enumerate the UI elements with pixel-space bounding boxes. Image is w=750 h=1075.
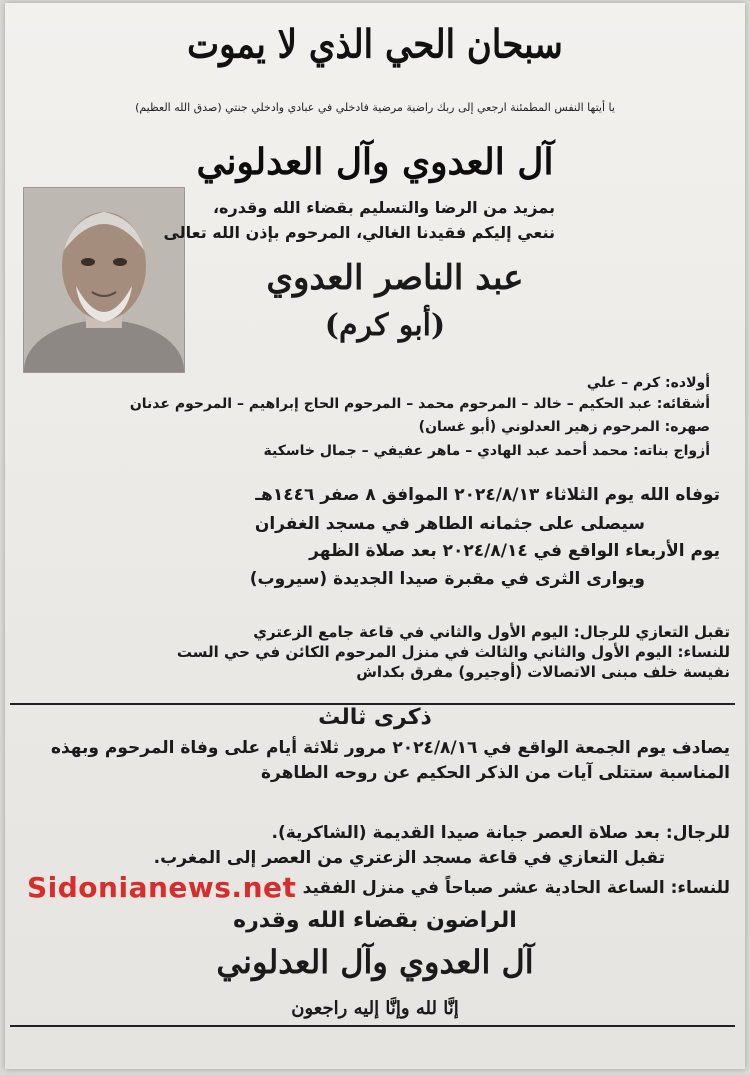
family-signature: آل العدوي وآل العدلوني (216, 943, 534, 981)
funeral-date: يوم الأربعاء الواقع في ٢٠٢٤/٨/١٤ بعد صلاة الظهر (309, 541, 720, 561)
relatives-in-law: صهره: المرحوم زهير العدلوني (أبو غسان) (418, 419, 710, 435)
deceased-nickname: (أبو كرم) (324, 308, 446, 343)
condolences-men: تقبل التعازي للرجال: اليوم الأول والثاني في قاعة جامع الزعتري (253, 623, 730, 641)
third-day-men: للرجال: بعد صلاة العصر جبانة صيدا القديمة (الشاكرية). (271, 823, 730, 843)
third-day-line-2: المناسبة ستتلى آيات من الذكر الحكيم عن روحه الطاهرة (261, 763, 730, 783)
header-calligraphy: سبحان الحي الذي لا يموت (187, 22, 563, 68)
third-day-women: للنساء: الساعة الحادية عشر صباحاً في منزل الفقيد (302, 878, 730, 898)
intro-line-1: بمزيد من الرضا والتسليم بقضاء الله وقدره، (212, 198, 555, 217)
relatives-daughters-husbands: أزواج بناته: محمد أحمد عبد الهادي – ماهر عفيفي – جمال خاسكية (263, 443, 710, 459)
third-day-line-1: يصادف يوم الجمعة الواقع في ٢٠٢٤/٨/١٦ مرور ثلاثة أيام على وفاة المرحوم وبهذه (50, 738, 730, 758)
third-day-men-cont: تقبل التعازي في قاعة مسجد الزعتري من العصر إلى المغرب. (153, 848, 665, 868)
family-title: آل العدوي وآل العدلوني (196, 141, 554, 183)
death-date: توفاه الله يوم الثلاثاء ٢٠٢٤/٨/١٣ الموافق ٨ صفر ١٤٤٦هـ (255, 485, 720, 505)
third-day-title: ذكرى ثالث (318, 705, 432, 730)
relatives-siblings: أشقائه: عبد الحكيم – خالد – المرحوم محمد – المرحوم الحاج إبراهيم – المرحوم عدنان (129, 396, 710, 412)
obituary-paper (5, 3, 745, 1069)
relatives-children: أولاده: كرم – علي (586, 375, 710, 391)
istirja-phrase: إنَّا لله وإنَّا إليه راجعون (291, 998, 459, 1019)
condolences-women: للنساء: اليوم الأول والثاني والثالث في منزل المرحوم الكائن في حي الست (176, 643, 730, 661)
watermark-text: Sidonianews.net (27, 871, 297, 904)
burial-place: ويوارى الثرى في مقبرة صيدا الجديدة (سيروب) (249, 569, 645, 589)
deceased-photo (23, 187, 185, 373)
closing-line: الراضون بقضاء الله وقدره (233, 908, 517, 933)
funeral-prayer: سيصلى على جثمانه الطاهر في مسجد الغفران (254, 514, 645, 534)
quran-verse: يا أيتها النفس المطمئنة ارجعي إلى ربك راضية مرضية فادخلي في عبادي وادخلي جنتي (صدق الله العظيم) (135, 101, 615, 114)
bottom-divider (10, 1025, 735, 1027)
intro-line-2: ننعي إليكم فقيدنا الغالي، المرحوم بإذن الله تعالى (163, 223, 555, 242)
deceased-name: عبد الناصر العدوي (266, 258, 524, 298)
condolences-women-cont: نفيسة خلف مبنى الاتصالات (أوجيرو) مفرق بكداش (356, 663, 730, 681)
